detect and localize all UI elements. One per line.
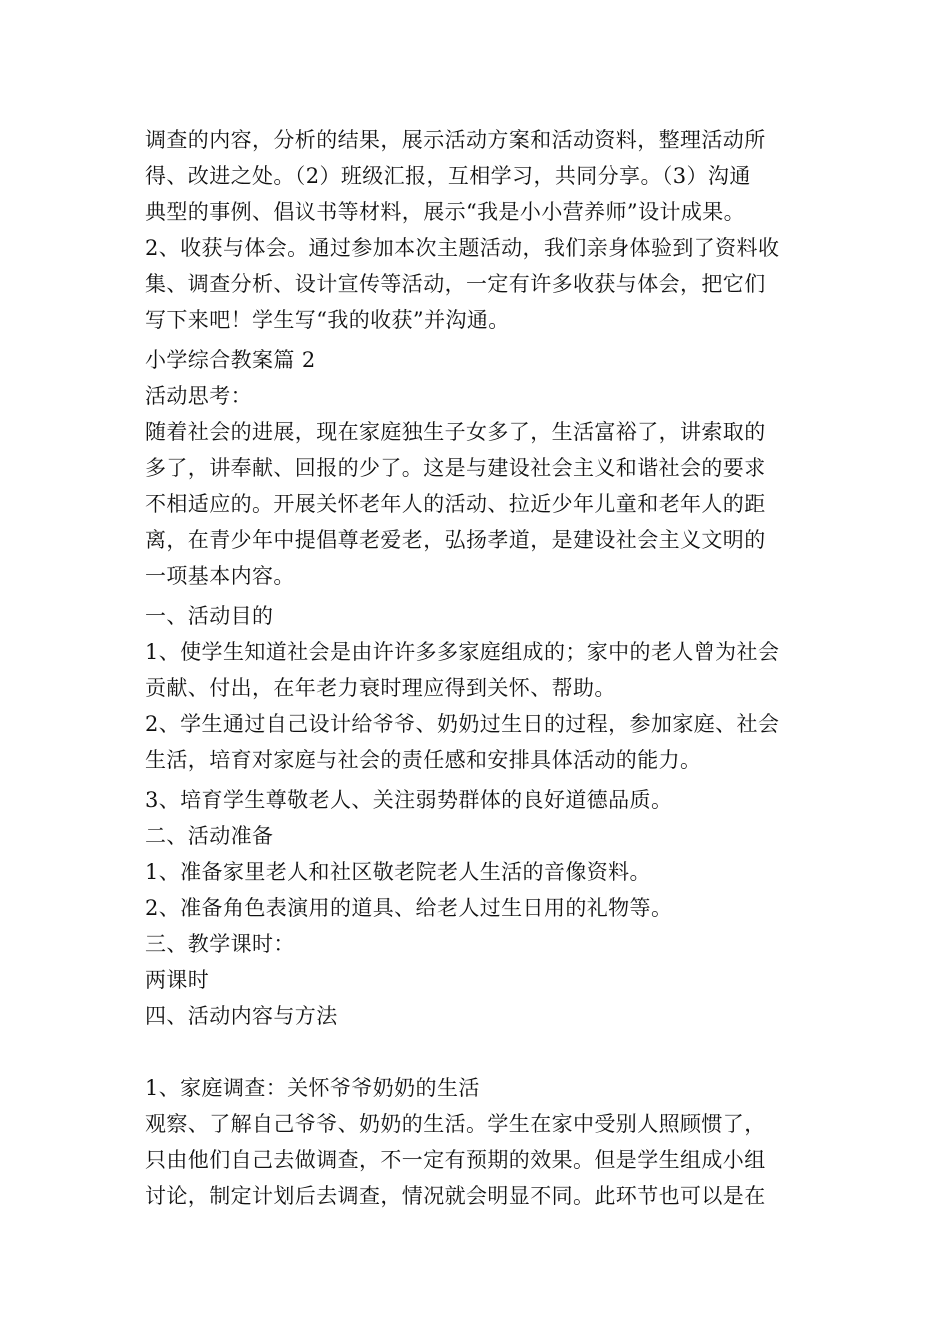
body-text-line: 2、收获与体会。通过参加本次主题活动，我们亲身体验到了资料收 xyxy=(145,236,780,260)
body-text-line: 集、调查分析、设计宣传等活动，一定有许多收获与体会，把它们 xyxy=(145,272,766,296)
body-text-line: 讨论，制定计划后去调查，情况就会明显不同。此环节也可以是在 xyxy=(145,1184,766,1208)
subheading: 四、活动内容与方法 xyxy=(145,1004,338,1028)
body-text-line: 得、改进之处。（2）班级汇报，互相学习，共同分享。（3）沟通 xyxy=(145,164,751,188)
body-text-line: 多了，讲奉献、回报的少了。这是与建设社会主义和谐社会的要求 xyxy=(145,456,766,480)
section-title: 小学综合教案篇 2 xyxy=(145,348,316,372)
body-text-line: 生活，培育对家庭与社会的责任感和安排具体活动的能力。 xyxy=(145,748,702,772)
subheading: 三、教学课时： xyxy=(145,932,295,956)
subheading: 二、活动准备 xyxy=(145,824,274,848)
body-text-line: 3、培育学生尊敬老人、关注弱势群体的良好道德品质。 xyxy=(145,788,673,812)
body-text-line: 只由他们自己去做调查，不一定有预期的效果。但是学生组成小组 xyxy=(145,1148,766,1172)
subheading: 1、家庭调查：关怀爷爷奶奶的生活 xyxy=(145,1076,480,1100)
body-text-line: 离，在青少年中提倡尊老爱老，弘扬孝道，是建设社会主义文明的 xyxy=(145,528,766,552)
subheading: 活动思考： xyxy=(145,384,252,408)
body-text-line: 典型的事例、倡议书等材料，展示“我是小小营养师”设计成果。 xyxy=(145,200,746,224)
body-text-line: 观察、了解自己爷爷、奶奶的生活。学生在家中受别人照顾惯了， xyxy=(145,1112,766,1136)
body-text-line: 一项基本内容。 xyxy=(145,564,295,588)
body-text-line: 贡献、付出，在年老力衰时理应得到关怀、帮助。 xyxy=(145,676,616,700)
body-text-line: 两课时 xyxy=(145,968,210,992)
body-text-line: 写下来吧！学生写“我的收获”并沟通。 xyxy=(145,308,510,332)
subheading: 一、活动目的 xyxy=(145,604,274,628)
body-text-line: 2、准备角色表演用的道具、给老人过生日用的礼物等。 xyxy=(145,896,673,920)
body-text-line: 1、准备家里老人和社区敬老院老人生活的音像资料。 xyxy=(145,860,651,884)
body-text-line: 调查的内容，分析的结果，展示活动方案和活动资料，整理活动所 xyxy=(145,128,766,152)
body-text-line: 2、学生通过自己设计给爷爷、奶奶过生日的过程，参加家庭、社会 xyxy=(145,712,780,736)
body-text-line: 不相适应的。开展关怀老年人的活动、拉近少年儿童和老年人的距 xyxy=(145,492,766,516)
body-text-line: 1、使学生知道社会是由许许多多家庭组成的；家中的老人曾为社会 xyxy=(145,640,780,664)
body-text-line: 随着社会的进展，现在家庭独生子女多了，生活富裕了，讲索取的 xyxy=(145,420,766,444)
